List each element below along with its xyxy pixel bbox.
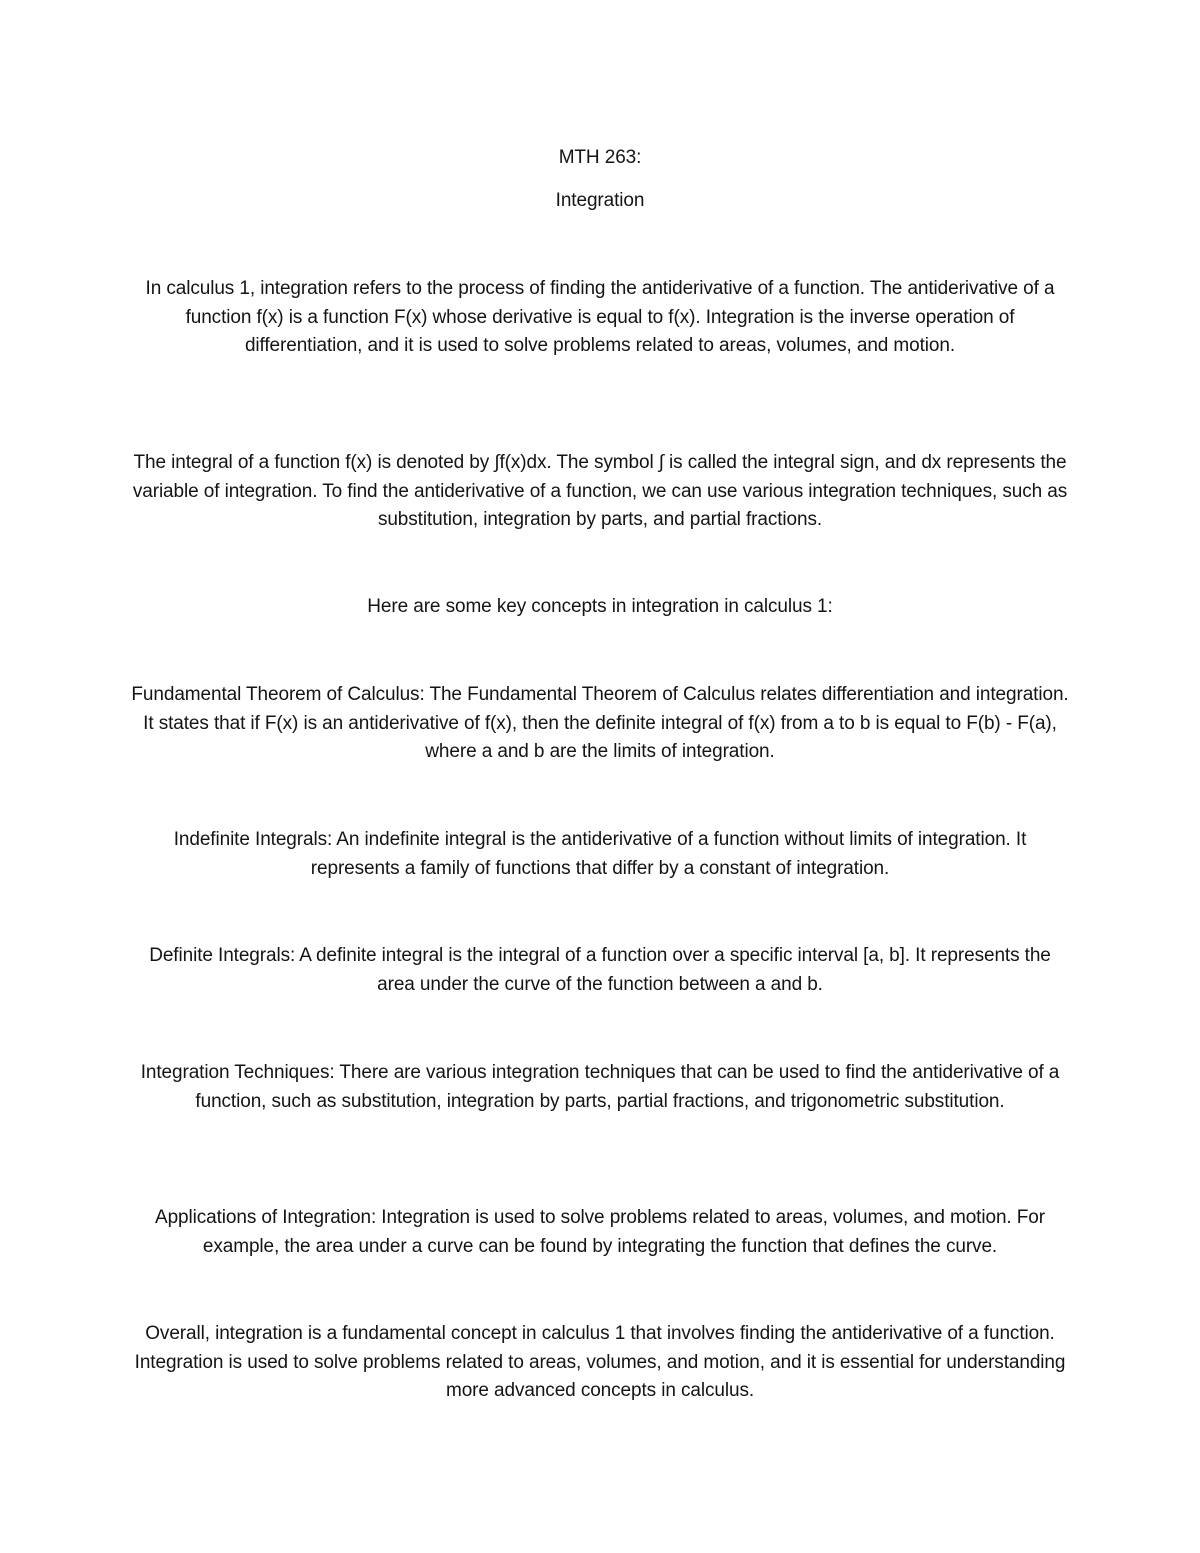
indefinite-integrals-paragraph: Indefinite Integrals: An indefinite integral is the antiderivative of a function without limits of integration. It represents a family of functions that differ by a constant of integration. — [173, 829, 1027, 879]
intro-paragraph: In calculus 1, integration refers to the process of finding the antiderivative of a function. The antiderivative of a function f(x) is a function F(x) whose derivative is equal to f(x). Integration is the inverse operation of differentiation, and it is used to solve problems related to areas, volumes, and motion. — [145, 278, 1055, 356]
definite-integrals-paragraph: Definite Integrals: A definite integral is the integral of a function over a specific interval [a, b]. It represents the area under the curve of the function between a and b. — [149, 945, 1051, 995]
key-concepts-intro: Here are some key concepts in integration in calculus 1: — [367, 596, 833, 617]
overall-paragraph: Overall, integration is a fundamental concept in calculus 1 that involves finding the antiderivative of a function. Integration is used to solve problems related to areas, volumes, and motion, and it is essential for understanding more advanced concepts in calculus. — [134, 1323, 1066, 1401]
fundamental-theorem-paragraph: Fundamental Theorem of Calculus: The Fundamental Theorem of Calculus relates differentiation and integration. It states that if F(x) is an antiderivative of f(x), then the definite integral of f(x) from a to b is equal to F(b) - F(a), where a and b are the limits of integration. — [131, 684, 1069, 762]
topic-heading: Integration — [555, 190, 645, 211]
course-code-heading: MTH 263: — [558, 147, 642, 168]
integration-techniques-paragraph: Integration Techniques: There are various integration techniques that can be used to find the antiderivative of a function, such as substitution, integration by parts, partial fractions, and trigonometric substitution. — [140, 1062, 1060, 1112]
applications-paragraph: Applications of Integration: Integration is used to solve problems related to areas, volumes, and motion. For example, the area under a curve can be found by integrating the function that defines the curve. — [155, 1207, 1045, 1257]
integral-notation-paragraph: The integral of a function f(x) is denoted by ∫f(x)dx. The symbol ∫ is called the integral sign, and dx represents the variable of integration. To find the antiderivative of a function, we can use various integration techniques, such as substitution, integration by parts, and partial fractions. — [132, 452, 1068, 530]
